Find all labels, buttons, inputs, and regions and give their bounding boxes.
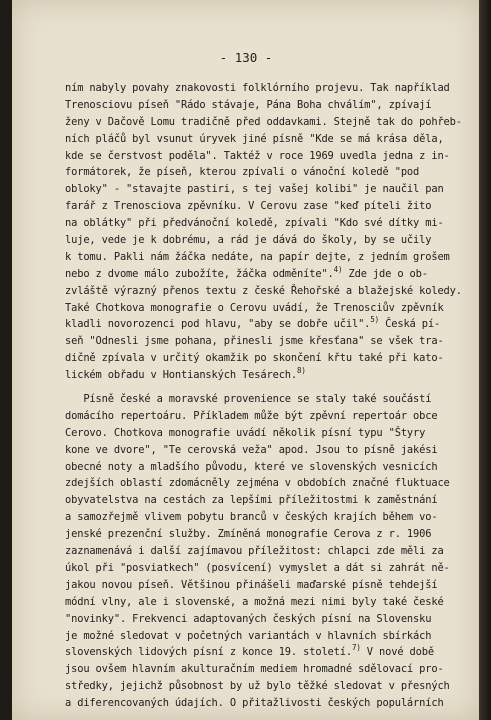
text-line: "novinky". Frekvenci adaptovaných českých písní na Slovensku — [65, 612, 432, 625]
text-line: a diferencovaných údajích. O přitažlivosti českých populárních — [65, 697, 444, 710]
text-line: Také Chotkova monografie o Cerovu uvádí, že Trenosciův zpěvník — [65, 301, 444, 314]
text-line: obecné noty a mladšího původu, které ve slovenských vesnicích — [65, 460, 438, 473]
paragraph-2 — [65, 391, 469, 712]
text-line: obloky" - "stavajte pastiri, s tej vašej kolibi" je naučil pan — [65, 183, 444, 196]
text-line — [65, 316, 469, 333]
text-line: úkol při "posviatkech" (posvícení) vymyslet a dát si zahrát ně- — [65, 561, 450, 574]
text-line: jsou ovšem hlavním akulturačním mediem hromadné sdělovací pro- — [65, 663, 444, 676]
text-line: ním nabyly povahy znakovosti folklórního projevu. Tak například — [65, 82, 450, 94]
text-line: farář z Trenosciova zpěvníku. V Cerovu zase "keď píteli žito — [65, 200, 432, 213]
text-line — [65, 266, 469, 283]
text-line: jakou novou píseň. Většinou přinášeli maďarské písně tehdejší — [65, 578, 438, 591]
text-fragment: V nové době — [360, 646, 434, 659]
text-line: obyvatelstva na cestách za lepšími příležitostmi k zaměstnání — [65, 494, 438, 507]
text-line: kde se čerstvost poděla". Taktéž v roce 1969 uvedla jedna z in- — [65, 149, 450, 162]
text-line: Cerovo. Chotkova monografie uvádí několik písní typu "Štyry — [65, 426, 426, 439]
text-line: Písně české a moravské provenience se staly také součástí — [65, 393, 432, 406]
text-line: domácího repertoáru. Příkladem může být zpěvní repertoár obce — [65, 409, 438, 422]
text-line: Trenosciovu píseň "Rádo stávaje, Pána Boha chválím", zpívají — [65, 98, 432, 111]
text-line: je možné sledovat v početných variantách v hlavních sbírkách — [65, 629, 432, 642]
text-fragment: nebo z dvome málo zubožíte, žáčka odměníte". — [65, 267, 334, 280]
text-fragment: kladli novorozenci pod hlavu, "aby se dobře učil". — [65, 318, 371, 331]
text-line: středky, jejichž působnost by už bylo těžké sledovat v přesných — [65, 680, 450, 693]
text-line: zaznamenává i další zajímavou příležitost: chlapci zde měli za — [65, 545, 444, 558]
footnote-ref: 7) — [351, 643, 361, 653]
text-line: seň "Odnesli jsme pohana, přinesli jsme křesťana" se všek tra- — [65, 335, 444, 348]
text-line: na oblátky" při předvánoční koledě, zpívali "Kdo své dítky mi- — [65, 217, 444, 230]
page-number: - 130 - — [219, 50, 273, 65]
body-text — [65, 80, 469, 712]
text-line: zdejších oblastí zdomácněly zejména v obdobích značné fluktuace — [65, 477, 450, 490]
text-line: ženy v Dačově Lomu tradičně před oddavkami. Stejně tak do pohřeb- — [65, 115, 462, 128]
text-fragment: lickém obřadu v Hontianských Tesárech. — [65, 369, 298, 382]
text-fragment: slovenských lidových písní z konce 19. století. — [65, 646, 352, 659]
paragraph-gap — [65, 384, 469, 391]
footnote-ref: 4) — [333, 264, 343, 274]
text-line: k tomu. Pakli nám žáčka nedáte, na papír dejte, z jedním grošem — [65, 250, 450, 263]
text-line: kone ve dvore", "Te cerovská veža" apod. Jsou to písně jakési — [65, 443, 438, 456]
text-line — [65, 367, 469, 384]
paragraph-1 — [65, 80, 469, 384]
footnote-ref: 8) — [297, 366, 306, 376]
text-line: ních pláčů byl vsunut úryvek jiné písně "Kde se má krása děla, — [65, 132, 444, 145]
text-line: dičně zpívala v určitý okamžik po skončení křtu také při kato- — [65, 352, 444, 365]
text-line: luje, vede je k dobrému, a rád je dává do školy, by se učily — [65, 234, 432, 247]
text-line: a samozřejmě vlivem pobytu branců v českých krajích během vo- — [65, 511, 438, 524]
page-edge-shadow — [479, 0, 491, 720]
document-page — [12, 0, 480, 720]
text-line: jenské prezenční služby. Zmíněná monografie Cerova z r. 1906 — [65, 528, 432, 541]
text-line: zvláště výrazný přenos textu z české Řehořské a blažejské koledy. — [65, 284, 462, 297]
text-line: módní vlny, ale i slovenské, a možná mezi nimi byly také české — [65, 595, 444, 608]
text-line — [65, 644, 469, 661]
text-line: formátorek, že píseň, kterou zpívali o vánoční koledě "pod — [65, 166, 420, 179]
text-fragment: Zde jde o ob- — [342, 267, 428, 280]
text-fragment: Česká pí- — [379, 318, 441, 331]
footnote-ref: 5) — [370, 315, 380, 325]
